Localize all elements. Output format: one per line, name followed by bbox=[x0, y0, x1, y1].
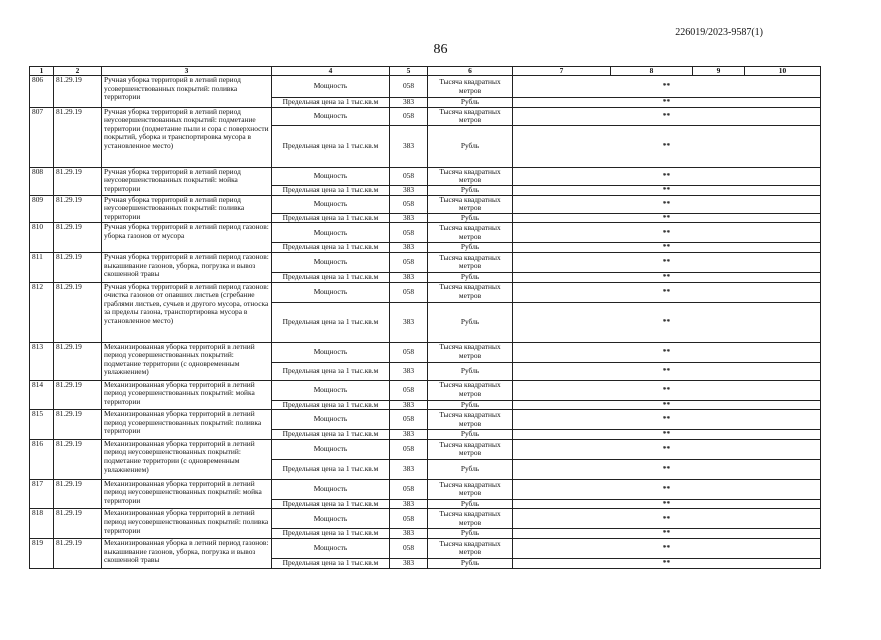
service-description: Ручная уборка территорий в летний период газонов: уборка газонов от мусора bbox=[102, 223, 272, 253]
column-header: 10 bbox=[745, 67, 821, 76]
row-number: 817 bbox=[30, 479, 54, 509]
indicator-name: Предельная цена за 1 тыс.кв.м bbox=[272, 499, 390, 509]
value-cell: ** bbox=[513, 98, 821, 108]
okpd-code: 81.29.19 bbox=[54, 195, 102, 223]
indicator-name: Предельная цена за 1 тыс.кв.м bbox=[272, 125, 390, 167]
table-row bbox=[30, 380, 821, 400]
value-cell: ** bbox=[513, 252, 821, 272]
unit-code: 383 bbox=[390, 400, 428, 410]
indicator-name: Предельная цена за 1 тыс.кв.м bbox=[272, 400, 390, 410]
service-description: Механизированная уборка в летний период газонов: выкашивание газонов, уборка, погрузка и вывоз скошенной травы bbox=[102, 538, 272, 568]
row-number: 811 bbox=[30, 252, 54, 282]
unit-name: Рубль bbox=[428, 125, 513, 167]
row-number: 808 bbox=[30, 167, 54, 195]
indicator-name: Мощность bbox=[272, 252, 390, 272]
unit-name: Тысяча квадратных метров bbox=[428, 167, 513, 185]
okpd-code: 81.29.19 bbox=[54, 342, 102, 380]
value-cell: ** bbox=[513, 362, 821, 380]
table-row bbox=[30, 342, 821, 362]
indicator-name: Предельная цена за 1 тыс.кв.м bbox=[272, 529, 390, 539]
indicator-name: Предельная цена за 1 тыс.кв.м bbox=[272, 98, 390, 108]
indicator-name: Мощность bbox=[272, 410, 390, 430]
value-cell: ** bbox=[513, 302, 821, 342]
value-cell: ** bbox=[513, 509, 821, 529]
value-cell: ** bbox=[513, 380, 821, 400]
unit-name: Тысяча квадратных метров bbox=[428, 509, 513, 529]
table-row bbox=[30, 538, 821, 558]
table-row bbox=[30, 509, 821, 529]
unit-code: 383 bbox=[390, 125, 428, 167]
unit-code: 058 bbox=[390, 439, 428, 459]
indicator-name: Мощность bbox=[272, 509, 390, 529]
value-cell: ** bbox=[513, 430, 821, 440]
service-description: Механизированная уборка территорий в летний период усовершенствованных покрытий: поливка территории bbox=[102, 410, 272, 440]
unit-name: Тысяча квадратных метров bbox=[428, 479, 513, 499]
unit-name: Рубль bbox=[428, 272, 513, 282]
table-body bbox=[30, 76, 821, 569]
value-cell: ** bbox=[513, 538, 821, 558]
unit-name: Тысяча квадратных метров bbox=[428, 282, 513, 302]
unit-code: 383 bbox=[390, 499, 428, 509]
indicator-name: Предельная цена за 1 тыс.кв.м bbox=[272, 213, 390, 223]
value-cell: ** bbox=[513, 76, 821, 98]
column-header: 3 bbox=[102, 67, 272, 76]
okpd-code: 81.29.19 bbox=[54, 380, 102, 410]
indicator-name: Мощность bbox=[272, 282, 390, 302]
row-number: 818 bbox=[30, 509, 54, 539]
unit-name: Рубль bbox=[428, 185, 513, 195]
document-number: 226019/2023-9587(1) bbox=[675, 27, 763, 38]
unit-code: 383 bbox=[390, 529, 428, 539]
value-cell: ** bbox=[513, 243, 821, 253]
unit-name: Тысяча квадратных метров bbox=[428, 76, 513, 98]
column-header: 1 bbox=[30, 67, 54, 76]
header-row bbox=[30, 67, 821, 76]
value-cell: ** bbox=[513, 459, 821, 479]
value-cell: ** bbox=[513, 499, 821, 509]
price-table bbox=[29, 66, 821, 569]
unit-code: 058 bbox=[390, 195, 428, 213]
value-cell: ** bbox=[513, 195, 821, 213]
row-number: 816 bbox=[30, 439, 54, 479]
table-row bbox=[30, 439, 821, 459]
unit-name: Тысяча квадратных метров bbox=[428, 223, 513, 243]
row-number: 813 bbox=[30, 342, 54, 380]
row-number: 809 bbox=[30, 195, 54, 223]
unit-name: Рубль bbox=[428, 213, 513, 223]
service-description: Ручная уборка территорий в летний период неусовершенствованных покрытий: мойка территории bbox=[102, 167, 272, 195]
unit-code: 058 bbox=[390, 282, 428, 302]
okpd-code: 81.29.19 bbox=[54, 282, 102, 342]
unit-code: 058 bbox=[390, 107, 428, 125]
unit-name: Рубль bbox=[428, 529, 513, 539]
unit-name: Рубль bbox=[428, 243, 513, 253]
value-cell: ** bbox=[513, 185, 821, 195]
service-description: Механизированная уборка территорий в летний период усовершенствованных покрытий: подметание территории (с одновременным увлажнением) bbox=[102, 342, 272, 380]
service-description: Ручная уборка территорий в летний период усовершенствованных покрытий: поливка территории bbox=[102, 76, 272, 108]
unit-name: Тысяча квадратных метров bbox=[428, 107, 513, 125]
okpd-code: 81.29.19 bbox=[54, 538, 102, 568]
table-row bbox=[30, 76, 821, 98]
unit-code: 383 bbox=[390, 185, 428, 195]
okpd-code: 81.29.19 bbox=[54, 252, 102, 282]
okpd-code: 81.29.19 bbox=[54, 223, 102, 253]
row-number: 812 bbox=[30, 282, 54, 342]
okpd-code: 81.29.19 bbox=[54, 410, 102, 440]
indicator-name: Мощность bbox=[272, 195, 390, 213]
unit-name: Рубль bbox=[428, 302, 513, 342]
value-cell: ** bbox=[513, 439, 821, 459]
unit-code: 058 bbox=[390, 509, 428, 529]
unit-code: 383 bbox=[390, 213, 428, 223]
value-cell: ** bbox=[513, 479, 821, 499]
unit-name: Тысяча квадратных метров bbox=[428, 439, 513, 459]
indicator-name: Предельная цена за 1 тыс.кв.м bbox=[272, 362, 390, 380]
okpd-code: 81.29.19 bbox=[54, 479, 102, 509]
unit-code: 383 bbox=[390, 98, 428, 108]
unit-name: Тысяча квадратных метров bbox=[428, 195, 513, 213]
unit-name: Рубль bbox=[428, 362, 513, 380]
indicator-name: Предельная цена за 1 тыс.кв.м bbox=[272, 243, 390, 253]
service-description: Механизированная уборка территорий в летний период усовершенствованных покрытий: мойка территории bbox=[102, 380, 272, 410]
column-header: 6 bbox=[428, 67, 513, 76]
service-description: Механизированная уборка территорий в летний период неусовершенствованных покрытий: подметание территории (с одновременным увлажнением) bbox=[102, 439, 272, 479]
table-row bbox=[30, 167, 821, 185]
unit-code: 383 bbox=[390, 272, 428, 282]
unit-name: Тысяча квадратных метров bbox=[428, 380, 513, 400]
unit-name: Рубль bbox=[428, 459, 513, 479]
value-cell: ** bbox=[513, 107, 821, 125]
indicator-name: Мощность bbox=[272, 167, 390, 185]
table-row bbox=[30, 252, 821, 272]
column-header: 5 bbox=[390, 67, 428, 76]
indicator-name: Предельная цена за 1 тыс.кв.м bbox=[272, 185, 390, 195]
unit-name: Тысяча квадратных метров bbox=[428, 410, 513, 430]
okpd-code: 81.29.19 bbox=[54, 509, 102, 539]
page-number: 86 bbox=[433, 42, 448, 57]
unit-code: 058 bbox=[390, 410, 428, 430]
value-cell: ** bbox=[513, 125, 821, 167]
unit-name: Рубль bbox=[428, 98, 513, 108]
row-number: 806 bbox=[30, 76, 54, 108]
column-header: 4 bbox=[272, 67, 390, 76]
unit-code: 058 bbox=[390, 252, 428, 272]
unit-name: Тысяча квадратных метров bbox=[428, 538, 513, 558]
unit-name: Тысяча квадратных метров bbox=[428, 342, 513, 362]
okpd-code: 81.29.19 bbox=[54, 439, 102, 479]
table-row bbox=[30, 223, 821, 243]
indicator-name: Предельная цена за 1 тыс.кв.м bbox=[272, 272, 390, 282]
unit-code: 058 bbox=[390, 76, 428, 98]
indicator-name: Предельная цена за 1 тыс.кв.м bbox=[272, 430, 390, 440]
unit-code: 058 bbox=[390, 380, 428, 400]
value-cell: ** bbox=[513, 213, 821, 223]
indicator-name: Предельная цена за 1 тыс.кв.м bbox=[272, 459, 390, 479]
unit-name: Рубль bbox=[428, 400, 513, 410]
unit-code: 383 bbox=[390, 430, 428, 440]
value-cell: ** bbox=[513, 400, 821, 410]
table-row bbox=[30, 479, 821, 499]
table-row bbox=[30, 282, 821, 302]
unit-name: Рубль bbox=[428, 430, 513, 440]
indicator-name: Мощность bbox=[272, 538, 390, 558]
service-description: Ручная уборка территорий в летний период газонов: очистка газонов от опавших листьев (сгребание граблями листьев, сучьев и другого мусора, относка за пределы газона, транспортировка мусора в установленное место) bbox=[102, 282, 272, 342]
service-description: Ручная уборка территорий в летний период неусовершенствованных покрытий: подметание территории (подметание пыли и сора с поверхности покрытий, уборка и транспортировка мусора в установленное место) bbox=[102, 107, 272, 167]
unit-code: 383 bbox=[390, 243, 428, 253]
service-description: Ручная уборка территорий в летний период газонов: выкашивание газонов, уборка, погрузка и вывоз скошенной травы bbox=[102, 252, 272, 282]
unit-code: 058 bbox=[390, 342, 428, 362]
unit-code: 058 bbox=[390, 223, 428, 243]
column-header: 7 bbox=[513, 67, 611, 76]
okpd-code: 81.29.19 bbox=[54, 76, 102, 108]
column-header: 2 bbox=[54, 67, 102, 76]
row-number: 814 bbox=[30, 380, 54, 410]
unit-name: Рубль bbox=[428, 499, 513, 509]
row-number: 815 bbox=[30, 410, 54, 440]
unit-name: Рубль bbox=[428, 558, 513, 568]
unit-code: 058 bbox=[390, 538, 428, 558]
value-cell: ** bbox=[513, 558, 821, 568]
column-header: 9 bbox=[693, 67, 745, 76]
unit-code: 383 bbox=[390, 362, 428, 380]
column-header: 8 bbox=[611, 67, 693, 76]
service-description: Механизированная уборка территорий в летний период неусовершенствованных покрытий: поливка территории bbox=[102, 509, 272, 539]
row-number: 819 bbox=[30, 538, 54, 568]
indicator-name: Мощность bbox=[272, 380, 390, 400]
unit-code: 058 bbox=[390, 167, 428, 185]
service-description: Механизированная уборка территорий в летний период неусовершенствованных покрытий: мойка территории bbox=[102, 479, 272, 509]
okpd-code: 81.29.19 bbox=[54, 167, 102, 195]
table-row bbox=[30, 410, 821, 430]
value-cell: ** bbox=[513, 167, 821, 185]
indicator-name: Предельная цена за 1 тыс.кв.м bbox=[272, 558, 390, 568]
row-number: 810 bbox=[30, 223, 54, 253]
unit-name: Тысяча квадратных метров bbox=[428, 252, 513, 272]
row-number: 807 bbox=[30, 107, 54, 167]
service-description: Ручная уборка территорий в летний период неусовершенствованных покрытий: поливка территории bbox=[102, 195, 272, 223]
indicator-name: Предельная цена за 1 тыс.кв.м bbox=[272, 302, 390, 342]
table-row bbox=[30, 107, 821, 125]
value-cell: ** bbox=[513, 410, 821, 430]
value-cell: ** bbox=[513, 529, 821, 539]
indicator-name: Мощность bbox=[272, 439, 390, 459]
indicator-name: Мощность bbox=[272, 76, 390, 98]
unit-code: 058 bbox=[390, 479, 428, 499]
unit-code: 383 bbox=[390, 302, 428, 342]
okpd-code: 81.29.19 bbox=[54, 107, 102, 167]
indicator-name: Мощность bbox=[272, 107, 390, 125]
indicator-name: Мощность bbox=[272, 342, 390, 362]
indicator-name: Мощность bbox=[272, 479, 390, 499]
value-cell: ** bbox=[513, 272, 821, 282]
value-cell: ** bbox=[513, 223, 821, 243]
value-cell: ** bbox=[513, 342, 821, 362]
value-cell: ** bbox=[513, 282, 821, 302]
indicator-name: Мощность bbox=[272, 223, 390, 243]
table-row bbox=[30, 195, 821, 213]
unit-code: 383 bbox=[390, 459, 428, 479]
unit-code: 383 bbox=[390, 558, 428, 568]
